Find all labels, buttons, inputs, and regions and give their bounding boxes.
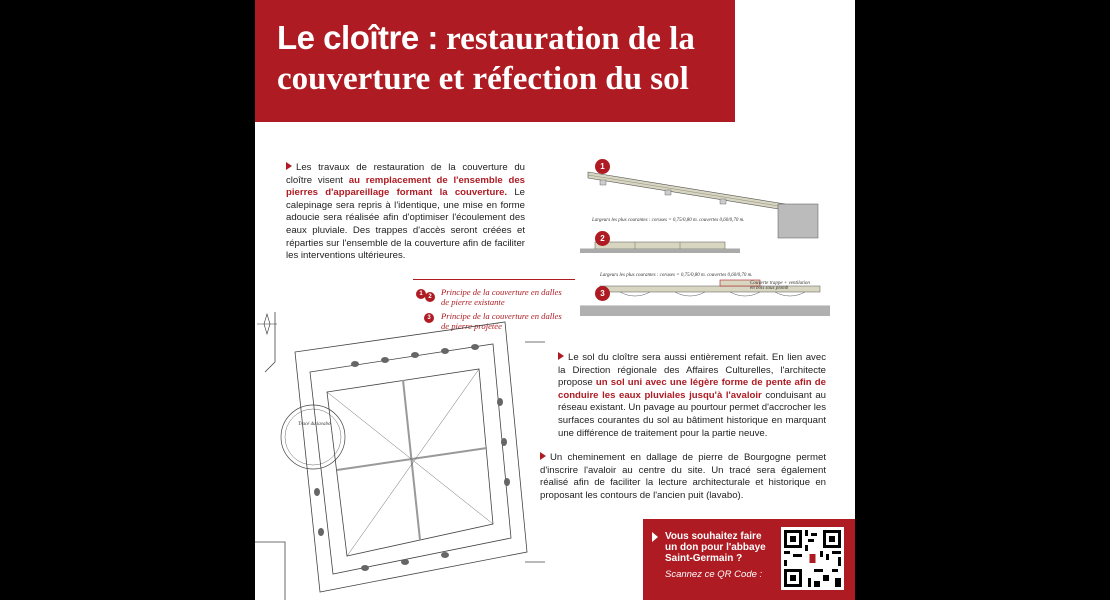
legend-badge-3: 3 (424, 313, 434, 323)
paragraph-path (540, 452, 826, 502)
para2-highlight: un sol uni avec une légère forme de pente afin de conduire les eaux pluviales jusqu'à l'avaloir (558, 377, 826, 401)
bullet-arrow-icon (558, 352, 564, 360)
poster-page (255, 0, 855, 600)
plan-label: Tracé du lavabo (298, 422, 331, 427)
legend-badge-1: 1 (416, 289, 426, 299)
legend-divider (413, 279, 575, 280)
para1-c: Le calepinage sera repris à l'identique, une mise en forme adoucie sera réalisée afin d'optimiser l'écoulement des eaux pluviale. Des trappes d'accès seront créées et réparties sur l'ensemble de la couverture afin de faciliter les interventions ultérieures. (286, 187, 525, 262)
diagram-caption-1: Largeurs les plus courantes : coruses = 0,75/0,80 m. couvertes 0,60/0,70 m. (592, 218, 745, 223)
legend-item-existing: Principe de la couverture en dalles de pierre existante (441, 287, 562, 307)
title-banner (255, 0, 735, 122)
title-line2: couverture et réfection du sol (277, 61, 689, 97)
legend-item-projected: Principe de la couverture en dalles de pierre projetée (441, 311, 562, 331)
legend-badge-2: 2 (425, 292, 435, 302)
paragraph-roof (286, 162, 525, 263)
diagram-badge-1: 1 (595, 159, 610, 174)
page-title (277, 18, 737, 99)
para1-highlight: au remplacement de l'ensemble des pierres d'appareillage formant la couverture. (286, 174, 526, 199)
donation-subtext: Scannez ce QR Code : (665, 569, 763, 580)
diagram-badge-3: 3 (595, 286, 610, 301)
para2-c: conduisant au réseau existant. Un pavage au pourtour permet d'accrocher les surfaces courantes du sol au bâtiment historique en marquant une différence de traitement pour la partie neuve. (558, 389, 826, 439)
donation-arrow-icon (652, 532, 658, 542)
para3-a: Un cheminement en dallage de pierre de Bourgogne permet d'inscrire l'avaloir au centre du site. Un tracé sera également réalisé afin de faciliter la lecture architecturale et historique en proposant les contours de l'ancien puit (lavabo). (540, 452, 826, 501)
diagram-caption-2: Largeurs les plus courantes : coruses = 0,75/0,80 m. couvertes 0,60/0,70 m. (600, 273, 753, 278)
bullet-arrow-icon (286, 162, 292, 170)
diagram-caption-3: Couverte trappe + ventilation en bois sous plomb (750, 281, 810, 291)
bullet-arrow-icon (540, 452, 546, 460)
donation-box (643, 519, 855, 600)
diagram-badge-2: 2 (595, 231, 610, 246)
para2-a: Le sol du cloître sera aussi entièrement refait. En lien avec la Direction régionale des Affaires Culturelles, l'architecte propose (558, 352, 826, 389)
roof-section-diagram (580, 158, 830, 328)
qr-code[interactable] (781, 527, 844, 590)
qr-code-icon (781, 527, 844, 590)
title-part2: restauration de la (446, 21, 695, 57)
para1-a: Les travaux de restauration de la couverture du cloître visent (286, 162, 525, 186)
cloister-floor-plan (255, 312, 545, 600)
title-part1: Le cloître : (277, 19, 438, 56)
donation-text: Vous souhaitez faire un don pour l'abbaye Saint-Germain ? (665, 531, 766, 564)
paragraph-floor (558, 352, 826, 440)
